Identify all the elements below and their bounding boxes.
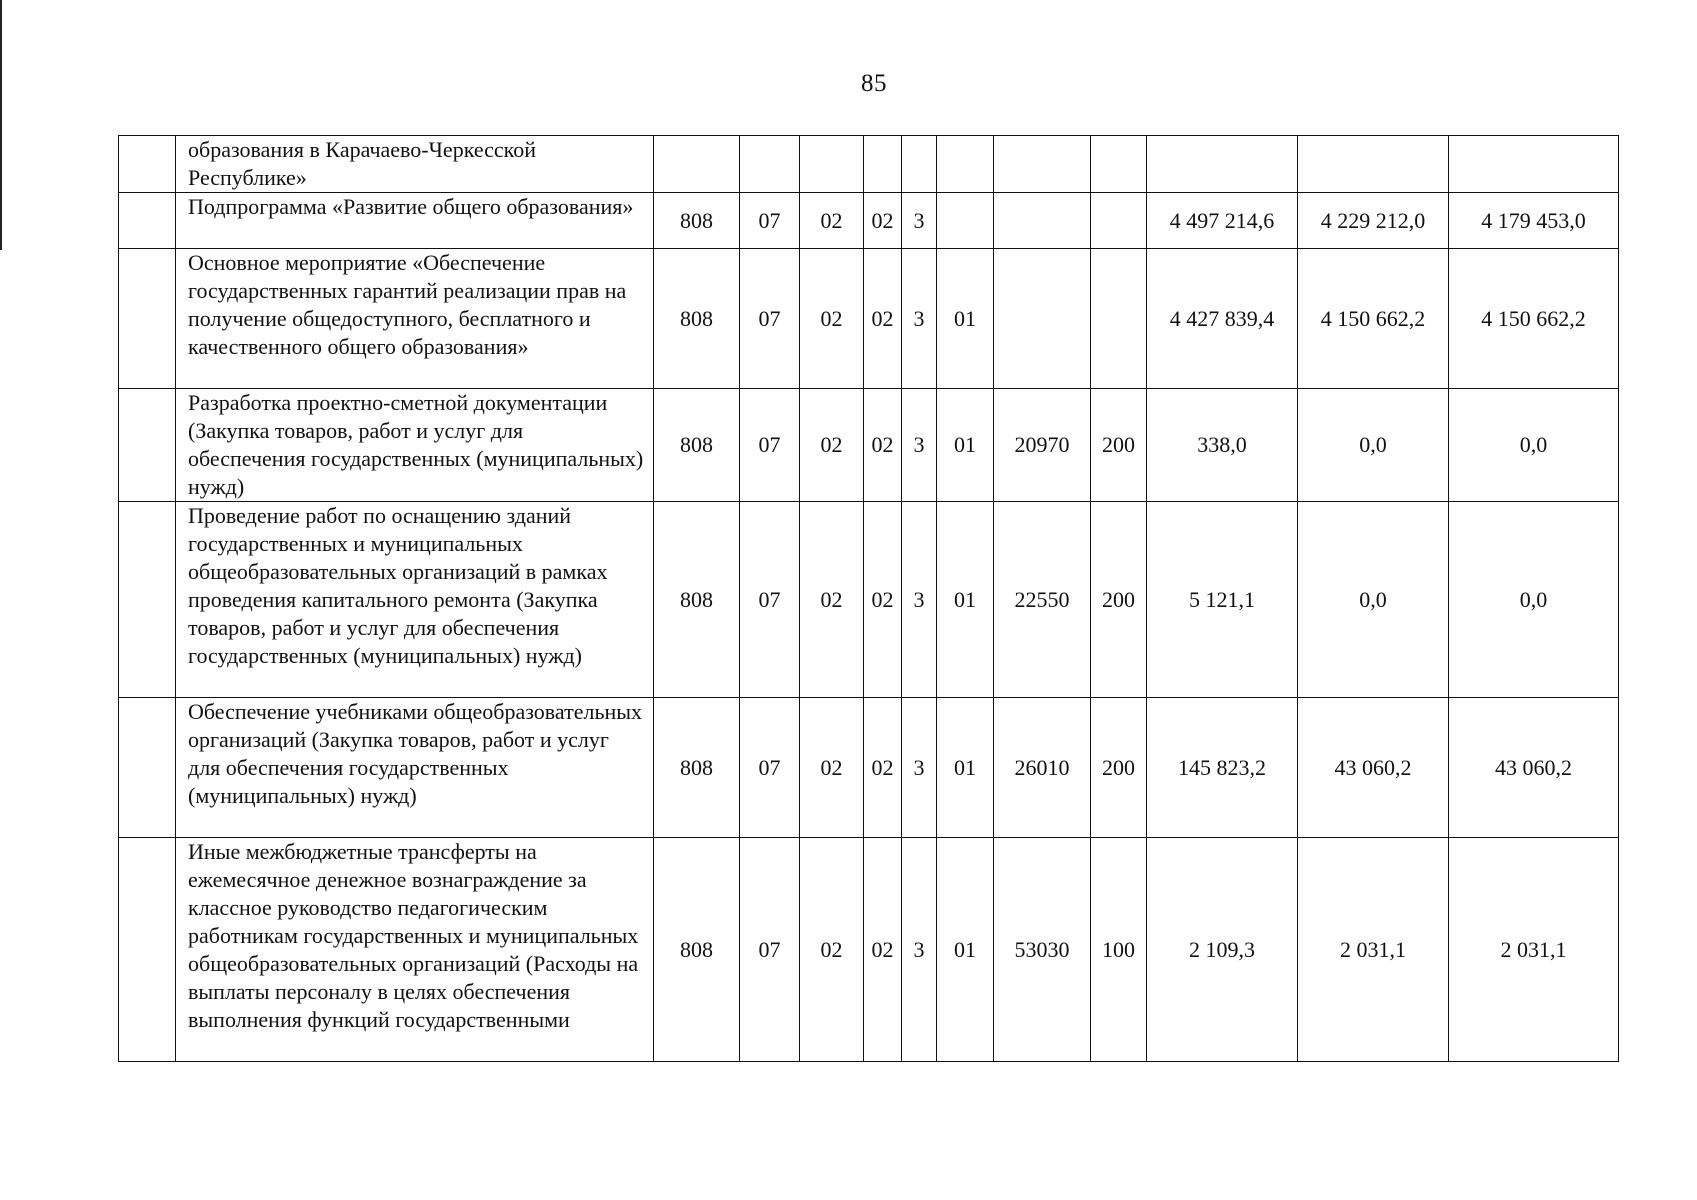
cell-sum-2: 0,0: [1298, 502, 1449, 698]
cell-program: [864, 136, 902, 193]
cell-subsection: 02: [800, 389, 864, 502]
cell-expense-type: [1091, 249, 1147, 389]
cell-sum-3: 43 060,2: [1449, 698, 1619, 838]
cell-subsection: 02: [800, 249, 864, 389]
cell-program: 02: [864, 249, 902, 389]
cell-number: [119, 249, 176, 389]
cell-subprogram: 3: [902, 389, 937, 502]
cell-ministry: 808: [654, 193, 740, 249]
cell-expense-type: 200: [1091, 698, 1147, 838]
cell-subsection: 02: [800, 193, 864, 249]
cell-expense-type: 100: [1091, 838, 1147, 1062]
cell-sum-2: 0,0: [1298, 389, 1449, 502]
cell-event: 01: [937, 389, 994, 502]
cell-direction: [994, 193, 1091, 249]
table-row: [119, 838, 1619, 1062]
cell-section: 07: [740, 389, 800, 502]
cell-sum-1: [1147, 136, 1298, 193]
cell-subprogram: 3: [902, 838, 937, 1062]
cell-direction: [994, 136, 1091, 193]
cell-sum-1: 338,0: [1147, 389, 1298, 502]
cell-number: [119, 838, 176, 1062]
cell-ministry: 808: [654, 698, 740, 838]
cell-number: [119, 136, 176, 193]
cell-name: Подпрограмма «Развитие общего образования»: [176, 193, 654, 249]
cell-direction: 26010: [994, 698, 1091, 838]
cell-name: Основное мероприятие «Обеспечение государственных гарантий реализации прав на получение общедоступного, бесплатного и качественного общего образования»: [176, 249, 654, 389]
cell-event: [937, 136, 994, 193]
table-row: [119, 193, 1619, 249]
cell-number: [119, 502, 176, 698]
cell-subprogram: 3: [902, 502, 937, 698]
cell-number: [119, 698, 176, 838]
cell-subprogram: [902, 136, 937, 193]
cell-subsection: 02: [800, 698, 864, 838]
cell-program: 02: [864, 193, 902, 249]
cell-program: 02: [864, 502, 902, 698]
cell-event: [937, 193, 994, 249]
cell-sum-2: 43 060,2: [1298, 698, 1449, 838]
cell-sum-2: 4 229 212,0: [1298, 193, 1449, 249]
cell-sum-1: 5 121,1: [1147, 502, 1298, 698]
cell-section: 07: [740, 838, 800, 1062]
cell-subprogram: 3: [902, 698, 937, 838]
cell-name: образования в Карачаево-Черкесской Республике»: [176, 136, 654, 193]
cell-subsection: 02: [800, 502, 864, 698]
cell-sum-2: 2 031,1: [1298, 838, 1449, 1062]
cell-direction: [994, 249, 1091, 389]
cell-section: 07: [740, 249, 800, 389]
cell-subprogram: 3: [902, 249, 937, 389]
cell-sum-3: 2 031,1: [1449, 838, 1619, 1062]
table-row: [119, 136, 1619, 193]
cell-event: 01: [937, 502, 994, 698]
cell-ministry: 808: [654, 389, 740, 502]
cell-direction: 22550: [994, 502, 1091, 698]
table-row: [119, 502, 1619, 698]
cell-sum-1: 145 823,2: [1147, 698, 1298, 838]
cell-name: Иные межбюджетные трансферты на ежемесячное денежное вознаграждение за классное руководство педагогическим работникам государственных и муниципальных общеобразовательных организаций (Расходы на выплаты персоналу в целях обеспечения выполнения функций государственными: [176, 838, 654, 1062]
cell-ministry: [654, 136, 740, 193]
cell-event: 01: [937, 698, 994, 838]
cell-sum-1: 4 427 839,4: [1147, 249, 1298, 389]
cell-expense-type: 200: [1091, 502, 1147, 698]
cell-sum-1: 4 497 214,6: [1147, 193, 1298, 249]
cell-program: 02: [864, 389, 902, 502]
cell-expense-type: 200: [1091, 389, 1147, 502]
cell-sum-3: 4 150 662,2: [1449, 249, 1619, 389]
cell-direction: 20970: [994, 389, 1091, 502]
cell-sum-3: 4 179 453,0: [1449, 193, 1619, 249]
cell-sum-3: [1449, 136, 1619, 193]
cell-direction: 53030: [994, 838, 1091, 1062]
cell-event: 01: [937, 249, 994, 389]
cell-subsection: [800, 136, 864, 193]
scan-left-edge: [0, 0, 2, 250]
cell-program: 02: [864, 838, 902, 1062]
cell-name: Разработка проектно-сметной документации (Закупка товаров, работ и услуг для обеспечения государственных (муниципальных) нужд): [176, 389, 654, 502]
cell-expense-type: [1091, 136, 1147, 193]
cell-section: 07: [740, 502, 800, 698]
table-row: [119, 389, 1619, 502]
cell-name: Обеспечение учебниками общеобразовательных организаций (Закупка товаров, работ и услуг для обеспечения государственных (муниципальных) нужд): [176, 698, 654, 838]
cell-name: Проведение работ по оснащению зданий государственных и муниципальных общеобразовательных организаций в рамках проведения капитального ремонта (Закупка товаров, работ и услуг для обеспечения государственных (муниципальных) нужд): [176, 502, 654, 698]
budget-table: [118, 135, 1619, 1062]
cell-number: [119, 193, 176, 249]
cell-sum-3: 0,0: [1449, 502, 1619, 698]
cell-ministry: 808: [654, 502, 740, 698]
cell-section: [740, 136, 800, 193]
cell-expense-type: [1091, 193, 1147, 249]
cell-number: [119, 389, 176, 502]
cell-sum-2: 4 150 662,2: [1298, 249, 1449, 389]
cell-sum-3: 0,0: [1449, 389, 1619, 502]
cell-ministry: 808: [654, 249, 740, 389]
cell-sum-1: 2 109,3: [1147, 838, 1298, 1062]
page-number: 85: [861, 70, 887, 97]
cell-sum-2: [1298, 136, 1449, 193]
table-row: [119, 698, 1619, 838]
cell-ministry: 808: [654, 838, 740, 1062]
cell-subsection: 02: [800, 838, 864, 1062]
table-row: [119, 249, 1619, 389]
cell-subprogram: 3: [902, 193, 937, 249]
cell-section: 07: [740, 698, 800, 838]
cell-program: 02: [864, 698, 902, 838]
cell-event: 01: [937, 838, 994, 1062]
cell-section: 07: [740, 193, 800, 249]
